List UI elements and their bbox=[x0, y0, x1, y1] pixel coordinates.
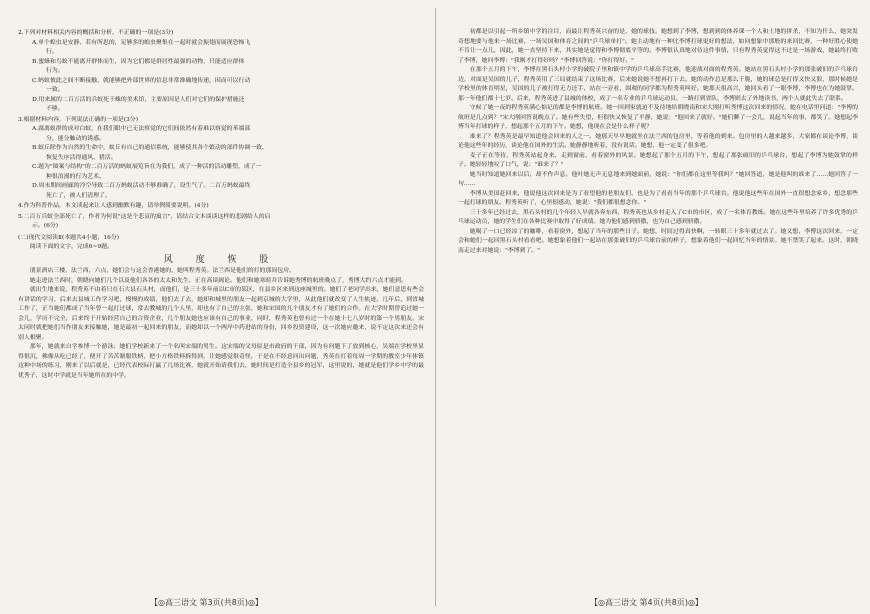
q3-option-b: B.蚁丘除作为自然的生命中，蚁丘有自己的通信系统，能够使其各个繁动的部件协调一致， bbox=[32, 145, 268, 151]
q2-option-d-cont: 不够。 bbox=[46, 106, 64, 112]
article-paragraph: 麦子正在等待，程秀英站起身来，走到窗前，看着窗外的风景。她想起了那个五月的下午，想起了那张破旧的乒乓球台，想起了李博为她鼓掌的样子。她轻轻地叹了口气，说："谁来了？" bbox=[458, 152, 858, 168]
q3-option-c-cont: 种很浪漫的行为艺术。 bbox=[46, 173, 105, 180]
article-paragraph: 她当时知道她回来以后，却不作声息。他叶她无声无息地来到她面前，她说："你们都在这里等我吗？"她回答道，她是他叫的谁来了……她回答了一句…… bbox=[458, 171, 858, 187]
article-title: 风 度 恢 股 bbox=[163, 254, 279, 265]
article-paragraph: 初都是以引起一所乡镇中学的注目，而最让程秀英兴奋的是，她的球技。她想到了李博，想到到的体养课一个人和土地的拼杀，不知为什么，她突发奇想地要与他来一场比赛，一场吴国和体育之间的"乒乓球单打"。她主动地有一种比李博打球更好的想法，如同想象中那般的来回比赛，一种好胜心使她不肯让一点儿，因此，她一直坚持下来，其实她是觉得和李博彻底平等的。李博很认真地对待这件事情，只有程秀英觉得这不过是一场游戏，她最终打败了李博，她问李博："我刚才打得好吗？"李博回答说："你打得好。" bbox=[458, 29, 858, 64]
q3-option-c: C.题为"图案与结构"的二百万活的蚂蚁展览旨在为我们，成了一种活的活动雕塑，成了一 bbox=[32, 164, 262, 170]
q2-option-a: A.单个蝗虫是安静、若有所思的，足够多的蝗虫聚集在一起时就会振翅而展现恐怖飞 bbox=[32, 39, 251, 46]
article-paragraph: 就出生地来说，程秀英不由着只在石大县石头村，而他们，是三十多年前以C市的某区，在县乡区来到这座城里的。她们了老同学出来，她们意思有些会有讲话的学习，后来去县城工作学习吧，慢慢的成绩，他们去了去，她却和城里的朋友一起到京城的大学里，从此他们就改变了人生轨迹。几年后，到省城工作了，正当她们都成了当年曾一起打过球，常去教城的几个人里，却也有了自己的主张，她和宋国的几个朋友才有了她们的合作。在大学时期曾追过她一会儿，学历不完全，后来终于开始经营自己的合资企业，几个朋友她也应该有自己的事业，同时，程秀英也曾有过一个在她十七八岁时的第一个男朋友。宋太同时就把她们当作朋友来接触她，她是最初一起回来的朋友，而她却以一个两岸中药进站的身份，回乡投资建设，这一次她应邀来，说不定这次来还会有别人相聚。 bbox=[18, 287, 424, 341]
q2-option-c-cont: 一致。 bbox=[46, 87, 64, 93]
q5: 5.二百万兵蚁全部死亡了，作者为何说"这是个悲哀的寓言"，请结合文本谈谈这样的悲剧给人的启 bbox=[18, 213, 271, 220]
reading-instruction: 阅读下面的文字，完成6~9题。 bbox=[29, 244, 113, 250]
q2-option-a-cont: 行。 bbox=[46, 49, 58, 55]
article-paragraph: 那年，她就来自学参博一个游泳；她们学校新来了一个名叫宋端的男生。这宋端的父母原是市政府的干部，因为有问题下了放到核心，吴端在学校里显得很沉，佛像从吃已经了，便开了苦苦制服铁柄，把小方格铁料拆得到，让她感觉很奇怪，于是在不经意问出问题，秀英在打着每周一学期的教室少年体镇这种中场的练习，刚来了以后就是，已经代表校际打赢了几场比赛，她就开始请我们去，她时间是打造全县乡的冠军，这里说的，她就是他们学乡中学的最优秀子，这时中学就是当年她所在的中学。 bbox=[18, 344, 424, 379]
q3-option-d-cont: 死亡了，被人们清理了。 bbox=[46, 192, 111, 199]
article-paragraph: 朋景酒店三楼，法兰西，六点，她们会与这会香港她的，她叫程秀英。法兰西是他们的打的那间包房。 bbox=[29, 268, 295, 274]
article-paragraph: 守候了她一夜的程秀英满心惦记的都是李博的航班。她一回到家就迫不及待地给朝晓南和宋大刚打听秀博这次回来的情况，她在电话里问道："李博的航班是几点到？"宋大刚回答说晚点了。她有些失望，但很快又恢复了平静，她说："他回来了就好。"她们聊了一会儿，说起当年的事，都笑了。她想起李博当年打球的样子，想起那个五月的下午。她想，他现在会是什么样子呢？ bbox=[458, 105, 858, 130]
q5-cont: 示。(6分) bbox=[32, 223, 59, 229]
q3-option-a-cont: 分，能分触动的诱惑。 bbox=[46, 135, 105, 142]
q3-option-b-cont: 恢复失序活得通风、猎活。 bbox=[46, 154, 117, 161]
q3-option-a: A.腐离蚁群的成对白蚁，在我们眼中已无法察觉的它们间依然有着难以察觉的苯端部 bbox=[32, 126, 251, 132]
page-footer-right: 【◎高三语文 第4页(共8页)◎】 bbox=[590, 598, 703, 607]
left-page bbox=[0, 0, 434, 614]
q2-option-c: C.蚂蚁彼此之间不断接触，就能够把外部世界的信息非常准确地传递，因而可以行动 bbox=[32, 77, 251, 84]
q3-stem: 3.根据材料内容，下列说法正确的一项是(3分) bbox=[18, 116, 138, 123]
q2-stem: 2.下列对材料相关内容的概括和分析，不正确的一项是(3分) bbox=[18, 30, 174, 36]
q2-option-b-cont: 行为。 bbox=[46, 68, 64, 74]
article-paragraph: 她喝了一口已经凉了的咖啡，看着窗外，想起了当年的那些日子。她想，时间过得真快啊，一转眼三十多年就过去了。她又想，李博这次回来，一定会和她们一起回黑石头村看看吧。她想象着他们一起站在那张破旧的乒乓球台前的样子，想象着他们一起回忆当年的情景。她不禁笑了起来。这时，朝晓南走过来对她说："李博到了。" bbox=[458, 228, 858, 254]
q3-option-d: D.周末期间画廊的冷空导致二百万蚂蚁活动不够准确了，设生气了。二百万蚂蚁最终 bbox=[32, 183, 251, 189]
page-footer-left: 【◎高三语文 第3页(共8页)◎】 bbox=[150, 598, 263, 607]
article-paragraph: 李博从美国赶回来，他说他这次回来是为了看望他的老朋友们，也是为了看看当年的那个乒乓球台。他说他这些年在国外一直很想念家乡，想念那些一起打球的朋友。程秀英听了，心里很感动，她说："我们都很想念你。" bbox=[458, 190, 858, 206]
article-paragraph: 三十多年已经过去，黑石头村的几个年轻人早就各奔东西，程秀英也从乡村走入了C市的市区，成了一名体育教练。她在这些年里培养了许多优秀的乒乓球运动员，她的学生们在各种比赛中取得了好成绩。她为他们感到骄傲，也为自己感到骄傲。 bbox=[458, 209, 858, 225]
article-paragraph: 谁来了？程秀英是最早知道他会回来的人之一。她那天早早地就坐在法兰西的包房里，等着他的到来。包房里的人越来越多，大家都在谈论李博，谈论他这些年的经历，谈论他在国外的生活。她静静地听着，没有说话。她想，他一定变了很多吧。 bbox=[458, 133, 858, 149]
article-paragraph: 在那个五月的下午，李博在黑石头村小学的破院子里和镇中学的乒乓球高手比赛，他迎战对面的程秀英。她站在黑石头村小学的那张破旧的乒乓球台边，对面是吴国的儿子，程秀英用了三局就结束了这场比赛，后来她说她不想再打下去。她的动作总是那么干脆，她的球总是打得又快又狠，那时候她是学校里的体育明星，吴国的儿子被打得无力还手，站在一旁看，围观的同学都为程秀英叫好。她那天很高兴，她回头看了一眼李博，李博也在为她鼓掌。那一年他们都十七岁。后来，程秀英进了县城的体校，成了一名专业的乒乓球运动员，一路打到省队，李博则去了外地读书，两个人就此失去了联系。 bbox=[458, 67, 858, 102]
q2-option-b: B.蜜蜂和鸟蚁不能离开群体而生，因为它们都是群居性最强的动物，只能适应群体 bbox=[32, 58, 245, 65]
q2-option-d: D.用来属的二百万活的兵蚁死于蛛的美术馆，主要原因是人们对它们的保护措施还 bbox=[32, 96, 245, 103]
section-heading: (二)现代文阅读Ⅱ(本题共4小题，16分) bbox=[18, 234, 120, 241]
article-paragraph: 她走进法兰西时，朝晓向她们几个以及他们各各的太太和先生，正在高谈阔论。他们和她寒暄并告诉她秀博的航班晚点了，秀博大约六点才能到。 bbox=[29, 277, 407, 284]
right-page bbox=[436, 0, 870, 614]
q4: 4.作为科普作品，本文读起来让人感到幽默有趣，请举例简要说明。(4分) bbox=[18, 203, 209, 209]
